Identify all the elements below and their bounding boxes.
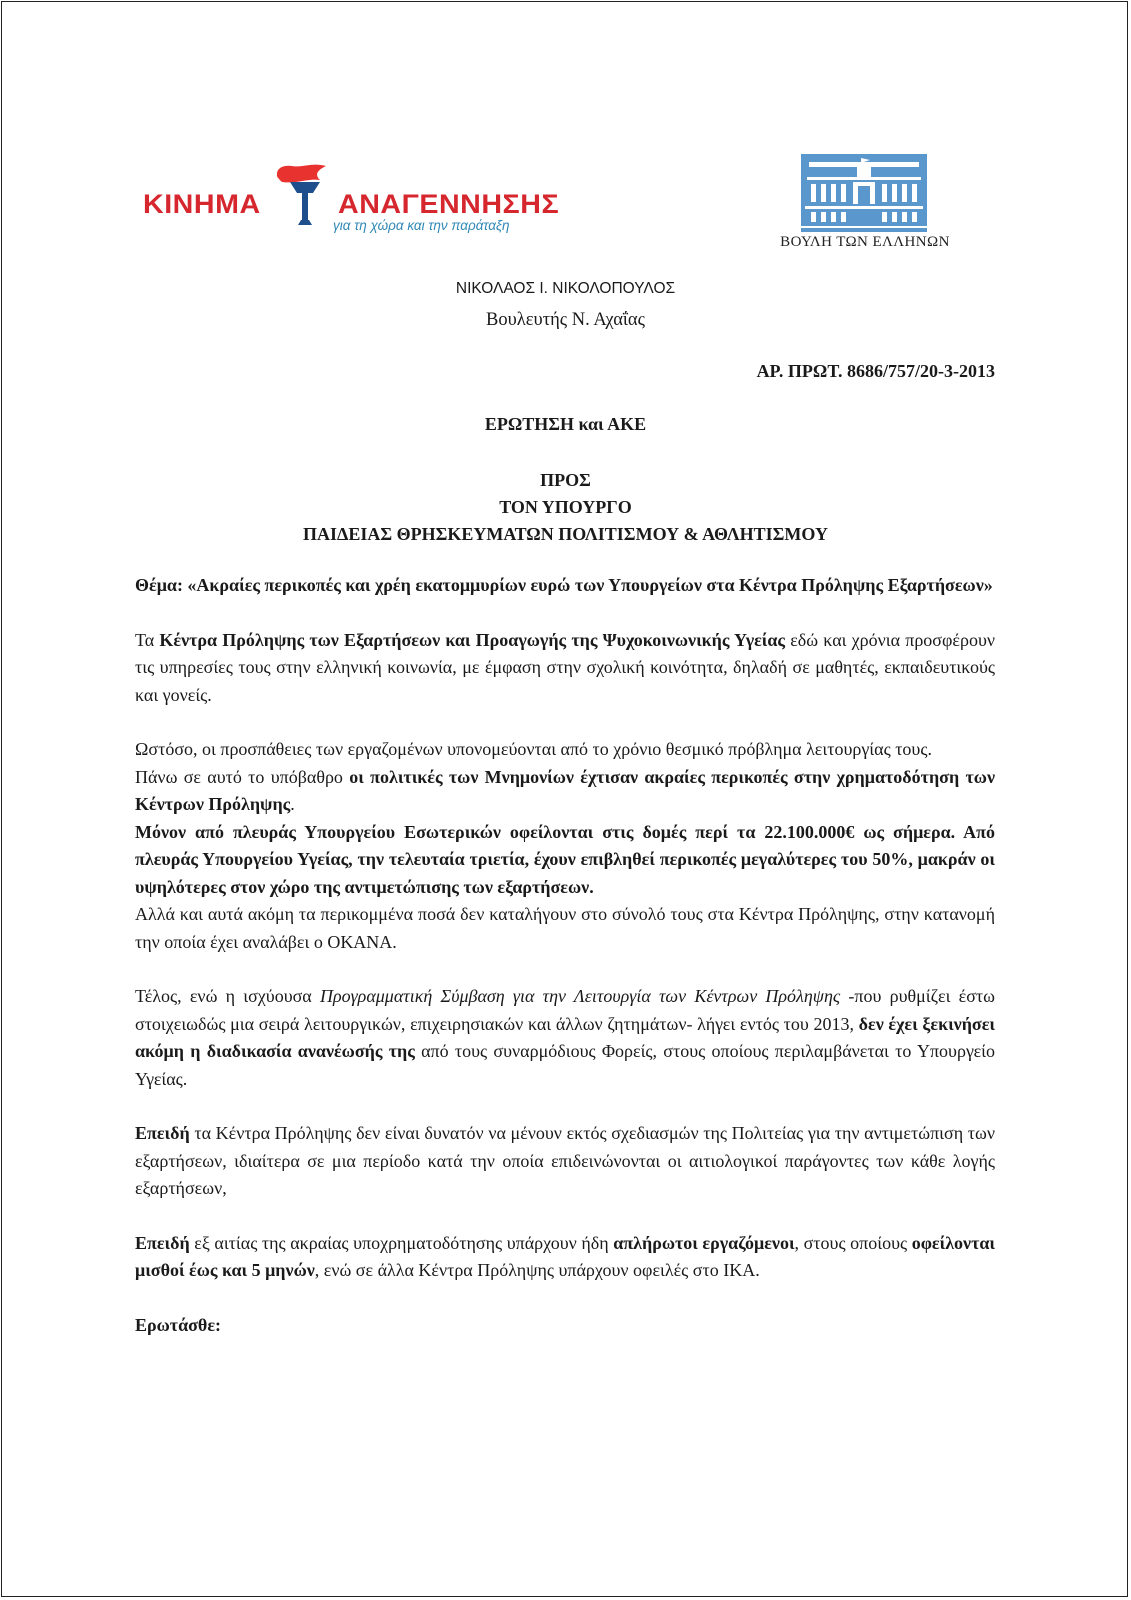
- paragraph-1: [135, 627, 995, 710]
- closing-text: Ερωτάσθε:: [135, 1314, 222, 1335]
- subject-text: Θέμα: «Ακραίες περικοπές και χρέη εκατομμυρίων ευρώ των Υπουργείων στα Κέντρα Πρόληψης Εξαρτήσεων»: [135, 575, 993, 595]
- p1-text-a: Τα: [135, 629, 160, 650]
- p6-text-a: Τέλος, ενώ η ισχύουσα: [135, 986, 320, 1006]
- mp-name: ΝΙΚΟΛΑΟΣ Ι. ΝΙΚΟΛΟΠΟΥΛΟΣ: [455, 280, 676, 297]
- recipient-line-1: ΠΡΟΣ: [540, 470, 591, 490]
- party-logo-word-2: ΑΝΑΓΕΝΝΗΣΗΣ: [338, 189, 560, 219]
- recipient-line-3: ΠΑΙΔΕΙΑΣ ΘΡΗΣΚΕΥΜΑΤΩΝ ΠΟΛΙΤΙΣΜΟΥ & ΑΘΛΗΤΙΣΜΟΥ: [303, 524, 828, 544]
- paragraph-2: Ωστόσο, οι προσπάθειες των εργαζομένων υπονομεύονται από το χρόνιο θεσμικό πρόβλημα λειτουργίας τους.: [135, 739, 932, 759]
- p8-text-c: απλήρωτοι εργαζόμενοι: [613, 1232, 795, 1253]
- p6-text-e: από τους συναρμόδιους Φορείς, στους οποίους περιλαμβάνεται το Υπουργείο Υγείας.: [135, 1041, 995, 1089]
- paragraph-6: [135, 983, 995, 1093]
- paragraph-3: [135, 764, 995, 819]
- torch-icon: [268, 160, 338, 230]
- p6-text-b: Προγραμματική Σύμβαση για την Λειτουργία των Κέντρων Πρόληψης: [319, 986, 841, 1006]
- p1-text-b: Κέντρα Πρόληψης των Εξαρτήσεων και Προαγωγής της Ψυχοκοινωνικής Υγείας: [159, 629, 786, 650]
- p3-text-a: Πάνω σε αυτό το υπόβαθρο: [135, 766, 350, 787]
- parliament-logo: [745, 150, 985, 260]
- paragraph-7: [135, 1120, 995, 1203]
- party-logo: [143, 160, 583, 245]
- paragraph-5: Αλλά και αυτά ακόμη τα περικομμένα ποσά δεν καταλήγουν στο σύνολό τους στα Κέντρα Πρόληψης, στην κατανομή την οποία έχει αναλάβει ο ΟΚΑΝΑ.: [135, 904, 995, 952]
- p3-text-c: .: [290, 794, 295, 814]
- p6-text-c: -που ρυθμίζει έστω στοιχειωδώς μια σειρά λειτουργικών, επιχειρησιακών και άλλων ζητημάτων- λήγει εντός του 2013,: [135, 986, 996, 1034]
- party-logo-word-1: ΚΙΝΗΜΑ: [143, 189, 261, 219]
- protocol-number: ΑΡ. ΠΡΩΤ. 8686/757/20-3-2013: [756, 361, 995, 381]
- mp-role: Βουλευτής Ν. Αχαΐας: [486, 310, 645, 330]
- p8-text-d: , στους οποίους: [794, 1232, 912, 1253]
- p6-text-d: δεν έχει ξεκινήσει ακόμη η διαδικασία ανανέωσής της: [135, 1013, 995, 1061]
- paragraph-4: [135, 819, 995, 902]
- p8-text-a: Επειδή: [135, 1232, 190, 1253]
- p1-text-c: εδώ και χρόνια προσφέρουν τις υπηρεσίες τους στην ελληνική κοινωνία, με έμφαση στην σχολική κοινότητα, δηλαδή σε μαθητές, εκπαιδευτικούς και γονείς.: [135, 629, 995, 705]
- subject: [135, 572, 995, 600]
- party-slogan: για τη χώρα και την παράταξη: [333, 218, 510, 233]
- closing-question: [135, 1312, 995, 1340]
- paragraph-8: [135, 1230, 995, 1285]
- parliament-building-icon: [801, 154, 927, 232]
- document-body: [135, 572, 995, 1339]
- parliament-caption: ΒΟΥΛΗ ΤΩΝ ΕΛΛΗΝΩΝ: [780, 234, 950, 250]
- recipient-line-2: ΤΟΝ ΥΠΟΥΡΓΟ: [499, 497, 632, 517]
- p8-text-e: οφείλονται μισθοί έως και 5 μηνών: [135, 1232, 995, 1280]
- p4-text: Μόνον από πλευράς Υπουργείου Εσωτερικών οφείλονται στις δομές περί τα 22.100.000€ ως σήμερα. Από πλευράς Υπουργείου Υγείας, την τελευταία τριετία, έχουν επιβληθεί περικοπές μεγαλύτερες του 50%, μακράν οι υψηλότερες στον χώρο της αντιμετώπισης των εξαρτήσεων.: [135, 821, 995, 897]
- question-type: ΕΡΩΤΗΣΗ και ΑΚΕ: [484, 414, 647, 434]
- p7-text-a: Επειδή: [135, 1123, 190, 1143]
- p8-text-f: , ενώ σε άλλα Κέντρα Πρόληψης υπάρχουν οφειλές στο ΙΚΑ.: [314, 1260, 760, 1280]
- p8-text-b: εξ αιτίας της ακραίας υποχρηματοδότησης υπάρχουν ήδη: [189, 1232, 614, 1253]
- p3-text-b: οι πολιτικές των Μνημονίων έχτισαν ακραίες περικοπές στην χρηματοδότηση των Κέντρων Πρόληψης: [135, 766, 995, 814]
- p7-text-b: τα Κέντρα Πρόληψης δεν είναι δυνατόν να μένουν εκτός σχεδιασμών της Πολιτείας για την αντιμετώπιση των εξαρτήσεων, ιδιαίτερα σε μια περίοδο κατά την οποία επιδεινώνονται οι αιτιολογικοί παράγοντες των κάθε λογής εξαρτήσεων,: [135, 1123, 995, 1198]
